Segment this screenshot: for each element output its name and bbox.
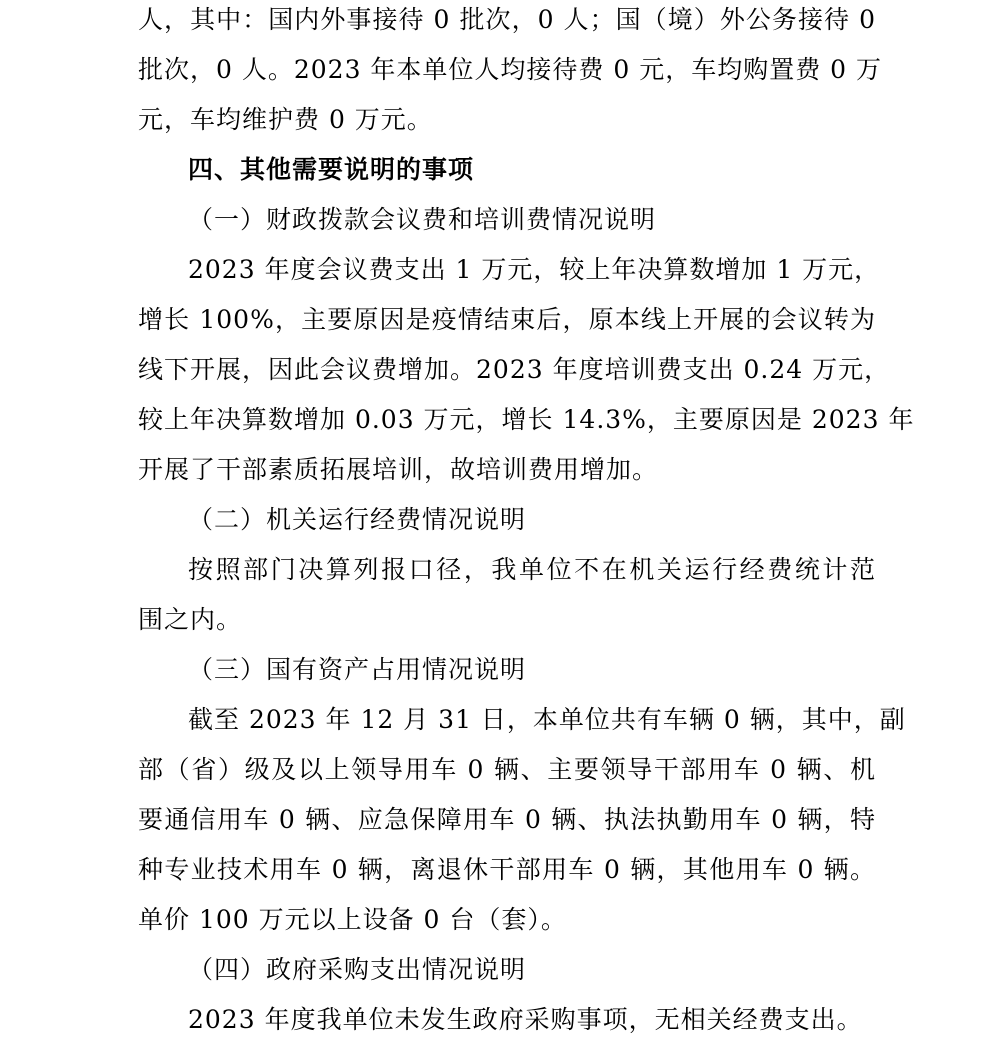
body-text-line: 线下开展，因此会议费增加。2023 年度培训费支出 0.24 万元，	[138, 355, 891, 384]
body-text-line: 要通信用车 0 辆、应急保障用车 0 辆、执法执勤用车 0 辆，特	[138, 805, 876, 834]
body-text-line: 批次，0 人。2023 年本单位人均接待费 0 元，车均购置费 0 万	[138, 55, 883, 84]
subsection-heading: （二）机关运行经费情况说明	[188, 505, 527, 534]
subsection-heading: （一）财政拨款会议费和培训费情况说明	[188, 205, 657, 234]
body-text-line: 开展了干部素质拓展培训，故培训费用增加。	[138, 455, 659, 484]
body-text-line: 较上年决算数增加 0.03 万元，增长 14.3%，主要原因是 2023 年	[138, 405, 915, 434]
body-text-line: 种专业技术用车 0 辆，离退休干部用车 0 辆，其他用车 0 辆。	[138, 855, 876, 884]
body-text-line: 按照部门决算列报口径，我单位不在机关运行经费统计范	[188, 555, 876, 584]
body-text-line: 2023 年度会议费支出 1 万元，较上年决算数增加 1 万元，	[188, 255, 881, 284]
body-text-line: 部（省）级及以上领导用车 0 辆、主要领导干部用车 0 辆、机	[138, 755, 876, 784]
body-text-line: 元，车均维护费 0 万元。	[138, 105, 433, 134]
section-heading: 四、其他需要说明的事项	[188, 155, 475, 184]
body-text-line: 围之内。	[138, 605, 243, 634]
body-text-line: 单价 100 万元以上设备 0 台（套）。	[138, 905, 567, 934]
subsection-heading: （三）国有资产占用情况说明	[188, 655, 527, 684]
body-text-line: 增长 100%，主要原因是疫情结束后，原本线上开展的会议转为	[138, 305, 876, 334]
subsection-heading: （四）政府采购支出情况说明	[188, 955, 527, 984]
body-text-line: 2023 年度我单位未发生政府采购事项，无相关经费支出。	[188, 1005, 863, 1034]
body-text-line: 截至 2023 年 12 月 31 日，本单位共有车辆 0 辆，其中，副	[188, 705, 906, 734]
body-text-line: 人，其中：国内外事接待 0 批次，0 人；国（境）外公务接待 0	[138, 5, 876, 34]
